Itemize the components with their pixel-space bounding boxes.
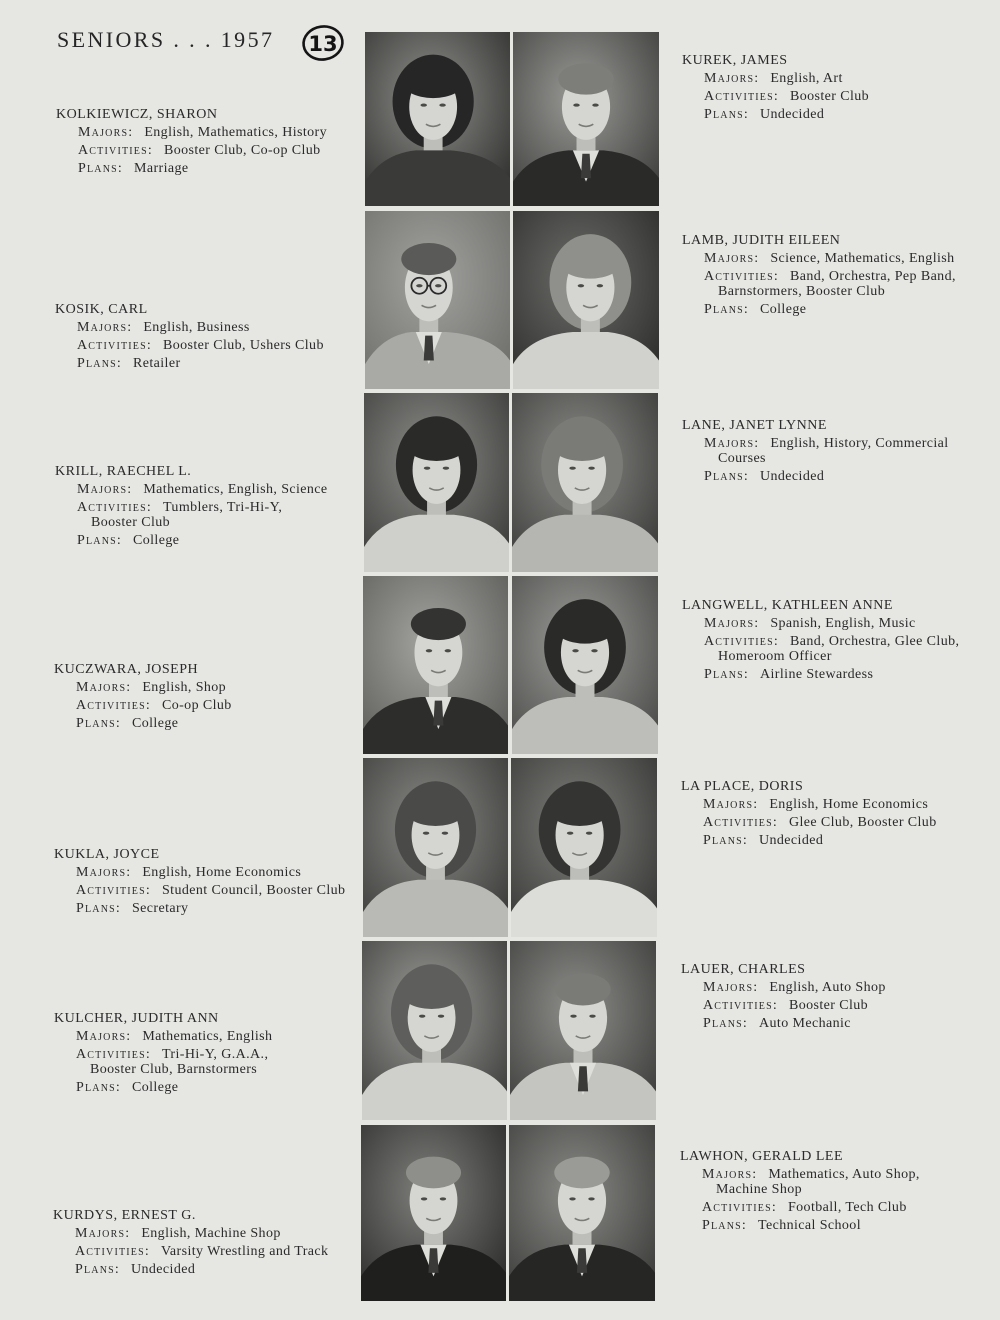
- portrait-eye: [589, 1015, 595, 1018]
- majors-value: English, History, Commercial: [770, 436, 949, 451]
- activities-value: Student Council, Booster Club: [161, 883, 346, 898]
- student-name: KUKLA, JOYCE: [54, 847, 160, 862]
- portrait-eye: [597, 284, 603, 287]
- activities-value: Booster Club, Co-op Club: [163, 143, 321, 158]
- portrait-eye: [572, 649, 578, 652]
- plans-value: College: [133, 533, 180, 548]
- activities-field: [682, 269, 956, 299]
- portrait-eye: [591, 649, 597, 652]
- activities-value: Glee Club, Booster Club: [788, 815, 937, 830]
- activities-line: [76, 698, 232, 713]
- student-name: KOLKIEWICZ, SHARON: [56, 107, 218, 122]
- activities-value: Football, Tech Club: [787, 1200, 907, 1215]
- portrait-eye: [569, 467, 575, 470]
- student-entry-right-5: [681, 779, 937, 848]
- student-entry-left-1: [56, 107, 327, 176]
- plans-label: Plans:: [77, 356, 122, 371]
- majors-field: [682, 616, 959, 631]
- portrait-eye: [426, 649, 432, 652]
- portrait-image: [512, 393, 658, 572]
- plans-field: [54, 901, 345, 916]
- plans-line: [76, 1080, 272, 1095]
- majors-line: [704, 251, 956, 266]
- portrait-eye: [567, 832, 573, 835]
- activities-value: Tumblers, Tri-Hi-Y,: [162, 500, 283, 515]
- plans-value: College: [132, 1080, 179, 1095]
- activities-line: [76, 1047, 272, 1062]
- majors-label: Majors:: [77, 320, 133, 335]
- portrait-hair: [554, 1157, 609, 1189]
- plans-value: Secretary: [132, 901, 189, 916]
- activities-label: Activities:: [704, 89, 779, 104]
- majors-label: Majors:: [704, 71, 760, 86]
- portrait-hair: [555, 973, 610, 1005]
- majors-line: [704, 616, 959, 631]
- plans-value: Undecided: [759, 833, 824, 848]
- student-entry-right-7: [680, 1149, 920, 1233]
- portrait-hair: [411, 608, 466, 640]
- plans-label: Plans:: [704, 667, 749, 682]
- plans-label: Plans:: [703, 833, 748, 848]
- portrait-photo-right-4: [512, 576, 658, 754]
- majors-line: [702, 1167, 920, 1182]
- plans-line: [703, 1016, 886, 1031]
- student-entry-left-2: [55, 302, 324, 371]
- portrait-photo-right-3: [512, 393, 658, 572]
- activities-label: Activities:: [76, 883, 151, 898]
- student-entry-left-4: [54, 662, 232, 731]
- majors-field: [680, 1167, 920, 1197]
- plans-label: Plans:: [704, 302, 749, 317]
- student-entry-right-2: [682, 233, 956, 317]
- portrait-hair: [405, 425, 469, 461]
- plans-label: Plans:: [704, 469, 749, 484]
- student-name: KULCHER, JUDITH ANN: [54, 1011, 219, 1026]
- student-entry-right-6: [681, 962, 886, 1031]
- portrait-photo-left-4: [363, 576, 508, 754]
- plans-value: Technical School: [758, 1218, 861, 1233]
- majors-line: [77, 320, 324, 335]
- majors-label: Majors:: [704, 251, 760, 266]
- activities-label: Activities:: [702, 1200, 777, 1215]
- portrait-photo-left-2: [365, 211, 510, 389]
- majors-field: [55, 482, 328, 497]
- activities-line: [704, 269, 956, 284]
- activities-field: [55, 338, 324, 353]
- page-title: SENIORS . . . 1957: [57, 27, 275, 52]
- portrait-tie: [578, 1066, 588, 1091]
- majors-field: [56, 125, 327, 140]
- portrait-image: [365, 32, 510, 206]
- portrait-hair: [406, 1157, 461, 1189]
- activities-field: [681, 815, 937, 830]
- plans-field: [53, 1262, 328, 1277]
- portrait-eye: [443, 467, 449, 470]
- portrait-image: [364, 393, 509, 572]
- page-number: 13: [308, 32, 338, 56]
- plans-field: [55, 356, 324, 371]
- portrait-photo-right-6: [510, 941, 656, 1120]
- portrait-hair: [401, 243, 456, 275]
- majors-field: [54, 865, 345, 880]
- portrait-eye: [588, 467, 594, 470]
- plans-value: Airline Stewardess: [760, 667, 874, 682]
- activities-line: [77, 338, 324, 353]
- activities-line: [77, 500, 328, 515]
- activities-value: Tri-Hi-Y, G.A.A.,: [161, 1047, 269, 1062]
- activities-label: Activities:: [76, 698, 151, 713]
- plans-line: [76, 901, 345, 916]
- student-name: KUREK, JAMES: [682, 53, 788, 68]
- plans-field: [55, 533, 328, 548]
- plans-line: [704, 469, 949, 484]
- activities-value-continued: Barnstormers, Booster Club: [718, 284, 886, 299]
- activities-line: [78, 143, 327, 158]
- activities-line: [703, 815, 937, 830]
- portrait-image: [510, 941, 656, 1120]
- activities-label: Activities:: [75, 1244, 150, 1259]
- majors-field: [682, 436, 949, 466]
- majors-field: [681, 980, 886, 995]
- portrait-image: [363, 576, 508, 754]
- portrait-tie: [581, 154, 591, 178]
- portrait-photo-right-5: [511, 758, 657, 937]
- activities-field: [53, 1244, 328, 1259]
- activities-value: Booster Club, Ushers Club: [162, 338, 324, 353]
- majors-label: Majors:: [78, 125, 134, 140]
- portrait-eye: [442, 832, 448, 835]
- majors-value: Mathematics, English: [142, 1029, 273, 1044]
- activities-label: Activities:: [703, 998, 778, 1013]
- student-name: LANE, JANET LYNNE: [682, 418, 827, 433]
- plans-field: [682, 469, 949, 484]
- activities-field: [54, 1047, 272, 1077]
- plans-line: [78, 161, 327, 176]
- portrait-hair: [400, 973, 464, 1009]
- activities-label: Activities:: [703, 815, 778, 830]
- plans-line: [77, 356, 324, 371]
- majors-line: [77, 482, 328, 497]
- portrait-image: [513, 211, 659, 389]
- majors-label: Majors:: [77, 482, 133, 497]
- portrait-photo-left-1: [365, 32, 510, 206]
- activities-value: Varsity Wrestling and Track: [160, 1244, 329, 1259]
- plans-field: [681, 833, 937, 848]
- plans-field: [682, 302, 956, 317]
- majors-label: Majors:: [76, 865, 132, 880]
- majors-field: [55, 320, 324, 335]
- student-name: KRILL, RAECHEL L.: [55, 464, 192, 479]
- majors-label: Majors:: [702, 1167, 758, 1182]
- plans-line: [77, 533, 328, 548]
- majors-label: Majors:: [76, 1029, 132, 1044]
- majors-label: Majors:: [703, 980, 759, 995]
- portrait-image: [509, 1125, 655, 1301]
- plans-label: Plans:: [704, 107, 749, 122]
- plans-line: [75, 1262, 328, 1277]
- portrait-eye: [421, 1197, 427, 1200]
- majors-value: English, Mathematics, History: [144, 125, 328, 140]
- portrait-eye: [438, 1015, 444, 1018]
- plans-label: Plans:: [703, 1016, 748, 1031]
- activities-value: Booster Club: [789, 89, 870, 104]
- portrait-photo-left-3: [364, 393, 509, 572]
- student-name: LANGWELL, KATHLEEN ANNE: [682, 598, 893, 613]
- student-name: LA PLACE, DORIS: [681, 779, 804, 794]
- plans-field: [680, 1218, 920, 1233]
- plans-field: [681, 1016, 886, 1031]
- activities-label: Activities:: [76, 1047, 151, 1062]
- portrait-eye: [592, 103, 598, 106]
- portrait-eye: [423, 832, 429, 835]
- portrait-eye: [578, 284, 584, 287]
- activities-field: [680, 1200, 920, 1215]
- portrait-hair: [404, 790, 468, 826]
- activities-field: [55, 500, 328, 530]
- portrait-photo-left-5: [363, 758, 508, 937]
- portrait-eye: [419, 1015, 425, 1018]
- plans-field: [682, 107, 869, 122]
- student-entry-left-6: [54, 1011, 272, 1095]
- portrait-image: [362, 941, 507, 1120]
- student-entry-right-1: [682, 53, 869, 122]
- majors-field: [53, 1226, 328, 1241]
- activities-value: Band, Orchestra, Glee Club,: [789, 634, 960, 649]
- portrait-tie: [577, 1248, 587, 1273]
- activities-value: Band, Orchestra, Pep Band,: [789, 269, 956, 284]
- majors-value: English, Home Economics: [142, 865, 302, 880]
- plans-label: Plans:: [75, 1262, 120, 1277]
- portrait-hair: [553, 608, 617, 644]
- majors-line: [704, 436, 949, 451]
- student-name: KOSIK, CARL: [55, 302, 148, 317]
- majors-line: [704, 71, 869, 86]
- majors-value: Mathematics, Auto Shop,: [768, 1167, 920, 1182]
- majors-field: [682, 251, 956, 266]
- majors-value: English, Business: [143, 320, 250, 335]
- portrait-photo-left-6: [362, 941, 507, 1120]
- portrait-eye: [588, 1197, 594, 1200]
- activities-field: [54, 883, 345, 898]
- activities-field: [54, 698, 232, 713]
- portrait-eye: [439, 103, 445, 106]
- activities-field: [682, 89, 869, 104]
- student-entry-left-7: [53, 1208, 328, 1277]
- plans-line: [703, 833, 937, 848]
- plans-label: Plans:: [76, 901, 121, 916]
- plans-value: Retailer: [133, 356, 181, 371]
- student-entry-right-3: [682, 418, 949, 484]
- majors-value: Mathematics, English, Science: [143, 482, 328, 497]
- majors-field: [54, 1029, 272, 1044]
- majors-line: [703, 797, 937, 812]
- plans-value: Undecided: [131, 1262, 196, 1277]
- majors-label: Majors:: [704, 436, 760, 451]
- plans-line: [704, 302, 956, 317]
- plans-value: Undecided: [760, 469, 825, 484]
- majors-field: [682, 71, 869, 86]
- portrait-image: [511, 758, 657, 937]
- activities-line: [704, 634, 959, 649]
- activities-value: Booster Club: [788, 998, 869, 1013]
- portrait-eye: [435, 284, 441, 287]
- majors-value: English, Auto Shop: [769, 980, 886, 995]
- majors-line: [75, 1226, 328, 1241]
- activities-value: Co-op Club: [161, 698, 232, 713]
- portrait-hair: [558, 243, 622, 279]
- majors-field: [54, 680, 232, 695]
- majors-line: [76, 1029, 272, 1044]
- majors-field: [681, 797, 937, 812]
- circled-page-number: [301, 24, 345, 62]
- portrait-photo-right-1: [513, 32, 659, 206]
- activities-field: [682, 634, 959, 664]
- plans-value: Marriage: [134, 161, 189, 176]
- activities-label: Activities:: [77, 500, 152, 515]
- plans-label: Plans:: [78, 161, 123, 176]
- portrait-eye: [586, 832, 592, 835]
- plans-field: [54, 716, 232, 731]
- portrait-photo-left-7: [361, 1125, 506, 1301]
- activities-label: Activities:: [704, 634, 779, 649]
- plans-line: [704, 107, 869, 122]
- portrait-eye: [424, 467, 430, 470]
- student-entry-left-5: [54, 847, 345, 916]
- activities-line: [75, 1244, 328, 1259]
- majors-value: English, Art: [770, 71, 843, 86]
- student-entry-left-3: [55, 464, 328, 548]
- majors-value: Science, Mathematics, English: [770, 251, 955, 266]
- plans-field: [682, 667, 959, 682]
- student-name: LAMB, JUDITH EILEEN: [682, 233, 841, 248]
- portrait-eye: [421, 103, 427, 106]
- plans-value: Undecided: [760, 107, 825, 122]
- majors-value: English, Home Economics: [769, 797, 929, 812]
- majors-label: Majors:: [704, 616, 760, 631]
- portrait-image: [363, 758, 508, 937]
- plans-label: Plans:: [77, 533, 122, 548]
- plans-line: [702, 1218, 920, 1233]
- portrait-tie: [433, 701, 443, 726]
- portrait-tie: [424, 336, 434, 361]
- portrait-eye: [569, 1197, 575, 1200]
- portrait-eye: [440, 1197, 446, 1200]
- majors-line: [703, 980, 886, 995]
- majors-value-continued: Courses: [718, 451, 766, 466]
- portrait-image: [361, 1125, 506, 1301]
- majors-value: English, Shop: [142, 680, 227, 695]
- activities-value-continued: Homeroom Officer: [718, 649, 832, 664]
- activities-line: [76, 883, 345, 898]
- majors-value: English, Machine Shop: [141, 1226, 281, 1241]
- majors-line: [78, 125, 327, 140]
- activities-label: Activities:: [77, 338, 152, 353]
- portrait-hair: [558, 63, 613, 94]
- portrait-image: [513, 32, 659, 206]
- plans-label: Plans:: [76, 1080, 121, 1095]
- portrait-image: [365, 211, 510, 389]
- plans-value: Auto Mechanic: [759, 1016, 851, 1031]
- majors-value: Spanish, English, Music: [770, 616, 916, 631]
- student-name: KUCZWARA, JOSEPH: [54, 662, 199, 677]
- portrait-eye: [573, 103, 579, 106]
- activities-field: [56, 143, 327, 158]
- majors-value-continued: Machine Shop: [716, 1182, 803, 1197]
- activities-value-continued: Booster Club: [91, 515, 171, 530]
- activities-line: [702, 1200, 920, 1215]
- activities-label: Activities:: [78, 143, 153, 158]
- portrait-photo-right-2: [513, 211, 659, 389]
- portrait-tie: [428, 1248, 438, 1273]
- plans-label: Plans:: [76, 716, 121, 731]
- activities-line: [703, 998, 886, 1013]
- plans-field: [56, 161, 327, 176]
- student-name: LAWHON, GERALD LEE: [680, 1149, 844, 1164]
- majors-line: [76, 865, 345, 880]
- student-name: KURDYS, ERNEST G.: [53, 1208, 196, 1223]
- majors-label: Majors:: [76, 680, 132, 695]
- student-entry-right-4: [682, 598, 959, 682]
- plans-label: Plans:: [702, 1218, 747, 1233]
- plans-line: [76, 716, 232, 731]
- portrait-photo-right-7: [509, 1125, 655, 1301]
- portrait-image: [512, 576, 658, 754]
- majors-label: Majors:: [75, 1226, 131, 1241]
- portrait-eye: [416, 284, 422, 287]
- plans-line: [704, 667, 959, 682]
- activities-label: Activities:: [704, 269, 779, 284]
- activities-line: [704, 89, 869, 104]
- plans-value: College: [760, 302, 807, 317]
- portrait-hair: [401, 63, 465, 98]
- portrait-hair: [548, 790, 612, 826]
- portrait-eye: [570, 1015, 576, 1018]
- student-name: LAUER, CHARLES: [681, 962, 806, 977]
- plans-field: [54, 1080, 272, 1095]
- majors-line: [76, 680, 232, 695]
- majors-label: Majors:: [703, 797, 759, 812]
- plans-value: College: [132, 716, 179, 731]
- activities-field: [681, 998, 886, 1013]
- activities-value-continued: Booster Club, Barnstormers: [90, 1062, 258, 1077]
- portrait-eye: [445, 649, 451, 652]
- portrait-hair: [550, 425, 614, 461]
